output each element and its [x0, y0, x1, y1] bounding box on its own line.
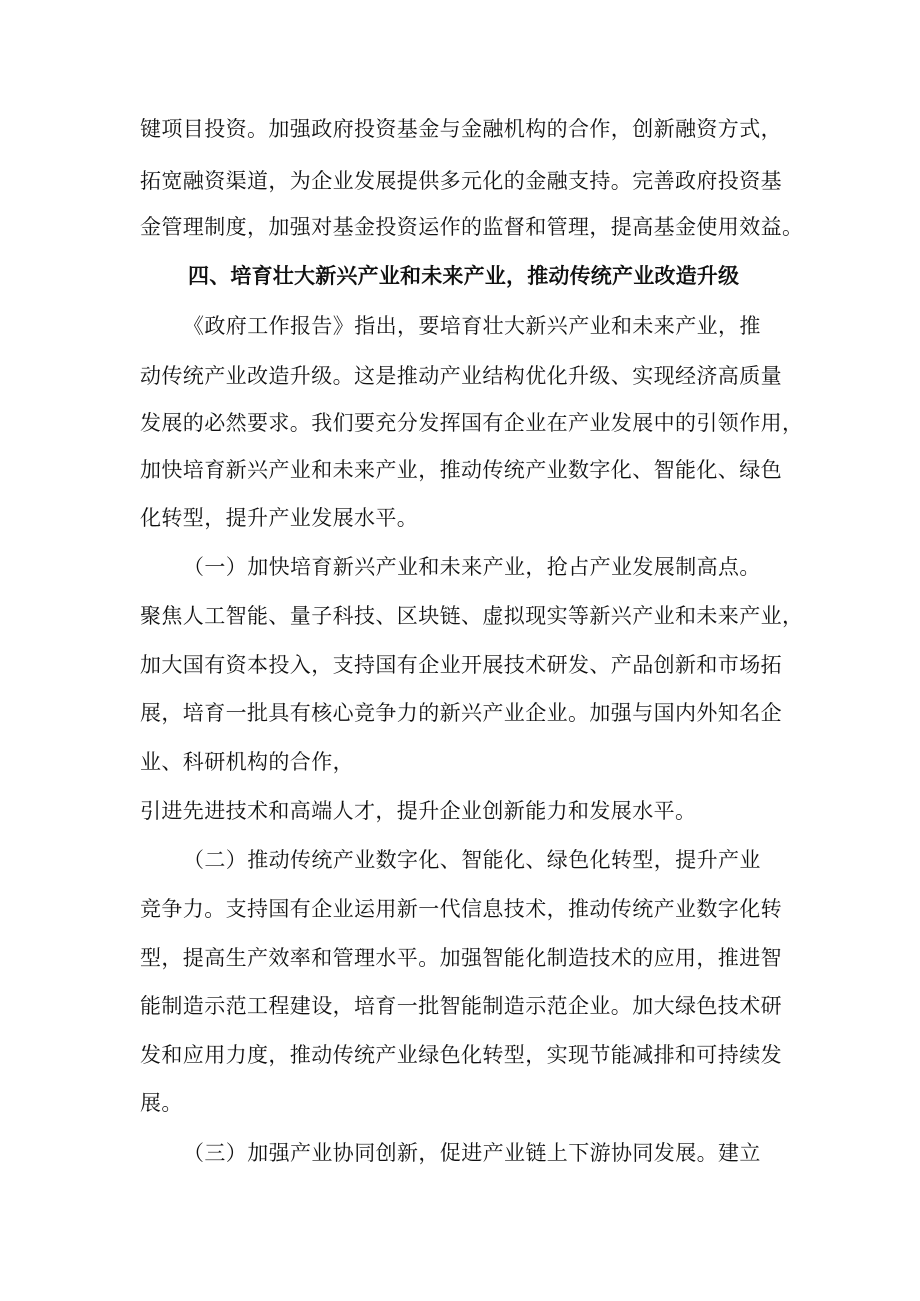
text-line: 聚焦人工智能、量子科技、区块链、虚拟现实等新兴产业和未来产业， — [140, 604, 804, 628]
text-line: 化转型，提升产业发展水平。 — [140, 506, 419, 530]
text-line: 《政府工作报告》指出，要培育壮大新兴产业和未来产业，推 — [183, 314, 761, 338]
subsection-line: （一）加快培育新兴产业和未来产业，抢占产业发展制高点。 — [183, 555, 761, 579]
subsection-line: （三）加强产业协同创新，促进产业链上下游协同发展。建立 — [183, 1141, 761, 1165]
text-line: 拓宽融资渠道，为企业发展提供多元化的金融支持。完善政府投资基 — [140, 169, 782, 193]
text-line: 发展的必然要求。我们要充分发挥国有企业在产业发展中的引领作用， — [140, 411, 804, 435]
text-line: 加大国有资本投入，支持国有企业开展技术研发、产品创新和市场拓 — [140, 653, 782, 677]
text-line: 竞争力。支持国有企业运用新一代信息技术，推动传统产业数字化转 — [140, 897, 782, 921]
text-line: 发和应用力度，推动传统产业绿色化转型，实现节能减排和可持续发 — [140, 1043, 782, 1067]
text-line: 展，培育一批具有核心竞争力的新兴产业企业。加强与国内外知名企 — [140, 701, 782, 725]
text-line: 展。 — [140, 1091, 183, 1115]
text-line: 动传统产业改造升级。这是推动产业结构优化升级、实现经济高质量 — [140, 364, 782, 388]
text-line: 键项目投资。加强政府投资基金与金融机构的合作，创新融资方式， — [140, 117, 782, 141]
subsection-line: （二）推动传统产业数字化、智能化、绿色化转型，提升产业 — [183, 848, 761, 872]
text-line: 型，提高生产效率和管理水平。加强智能化制造技术的应用，推进智 — [140, 946, 782, 970]
text-line: 业、科研机构的合作， — [140, 750, 354, 774]
text-line: 引进先进技术和高端人才，提升企业创新能力和发展水平。 — [140, 799, 697, 823]
text-line: 能制造示范工程建设，培育一批智能制造示范企业。加大绿色技术研 — [140, 994, 782, 1018]
text-line: 加快培育新兴产业和未来产业，推动传统产业数字化、智能化、绿色 — [140, 458, 782, 482]
text-line: 金管理制度，加强对基金投资运作的监督和管理，提高基金使用效益。 — [140, 215, 804, 239]
section-heading: 四、培育壮大新兴产业和未来产业，推动传统产业改造升级 — [188, 264, 740, 288]
